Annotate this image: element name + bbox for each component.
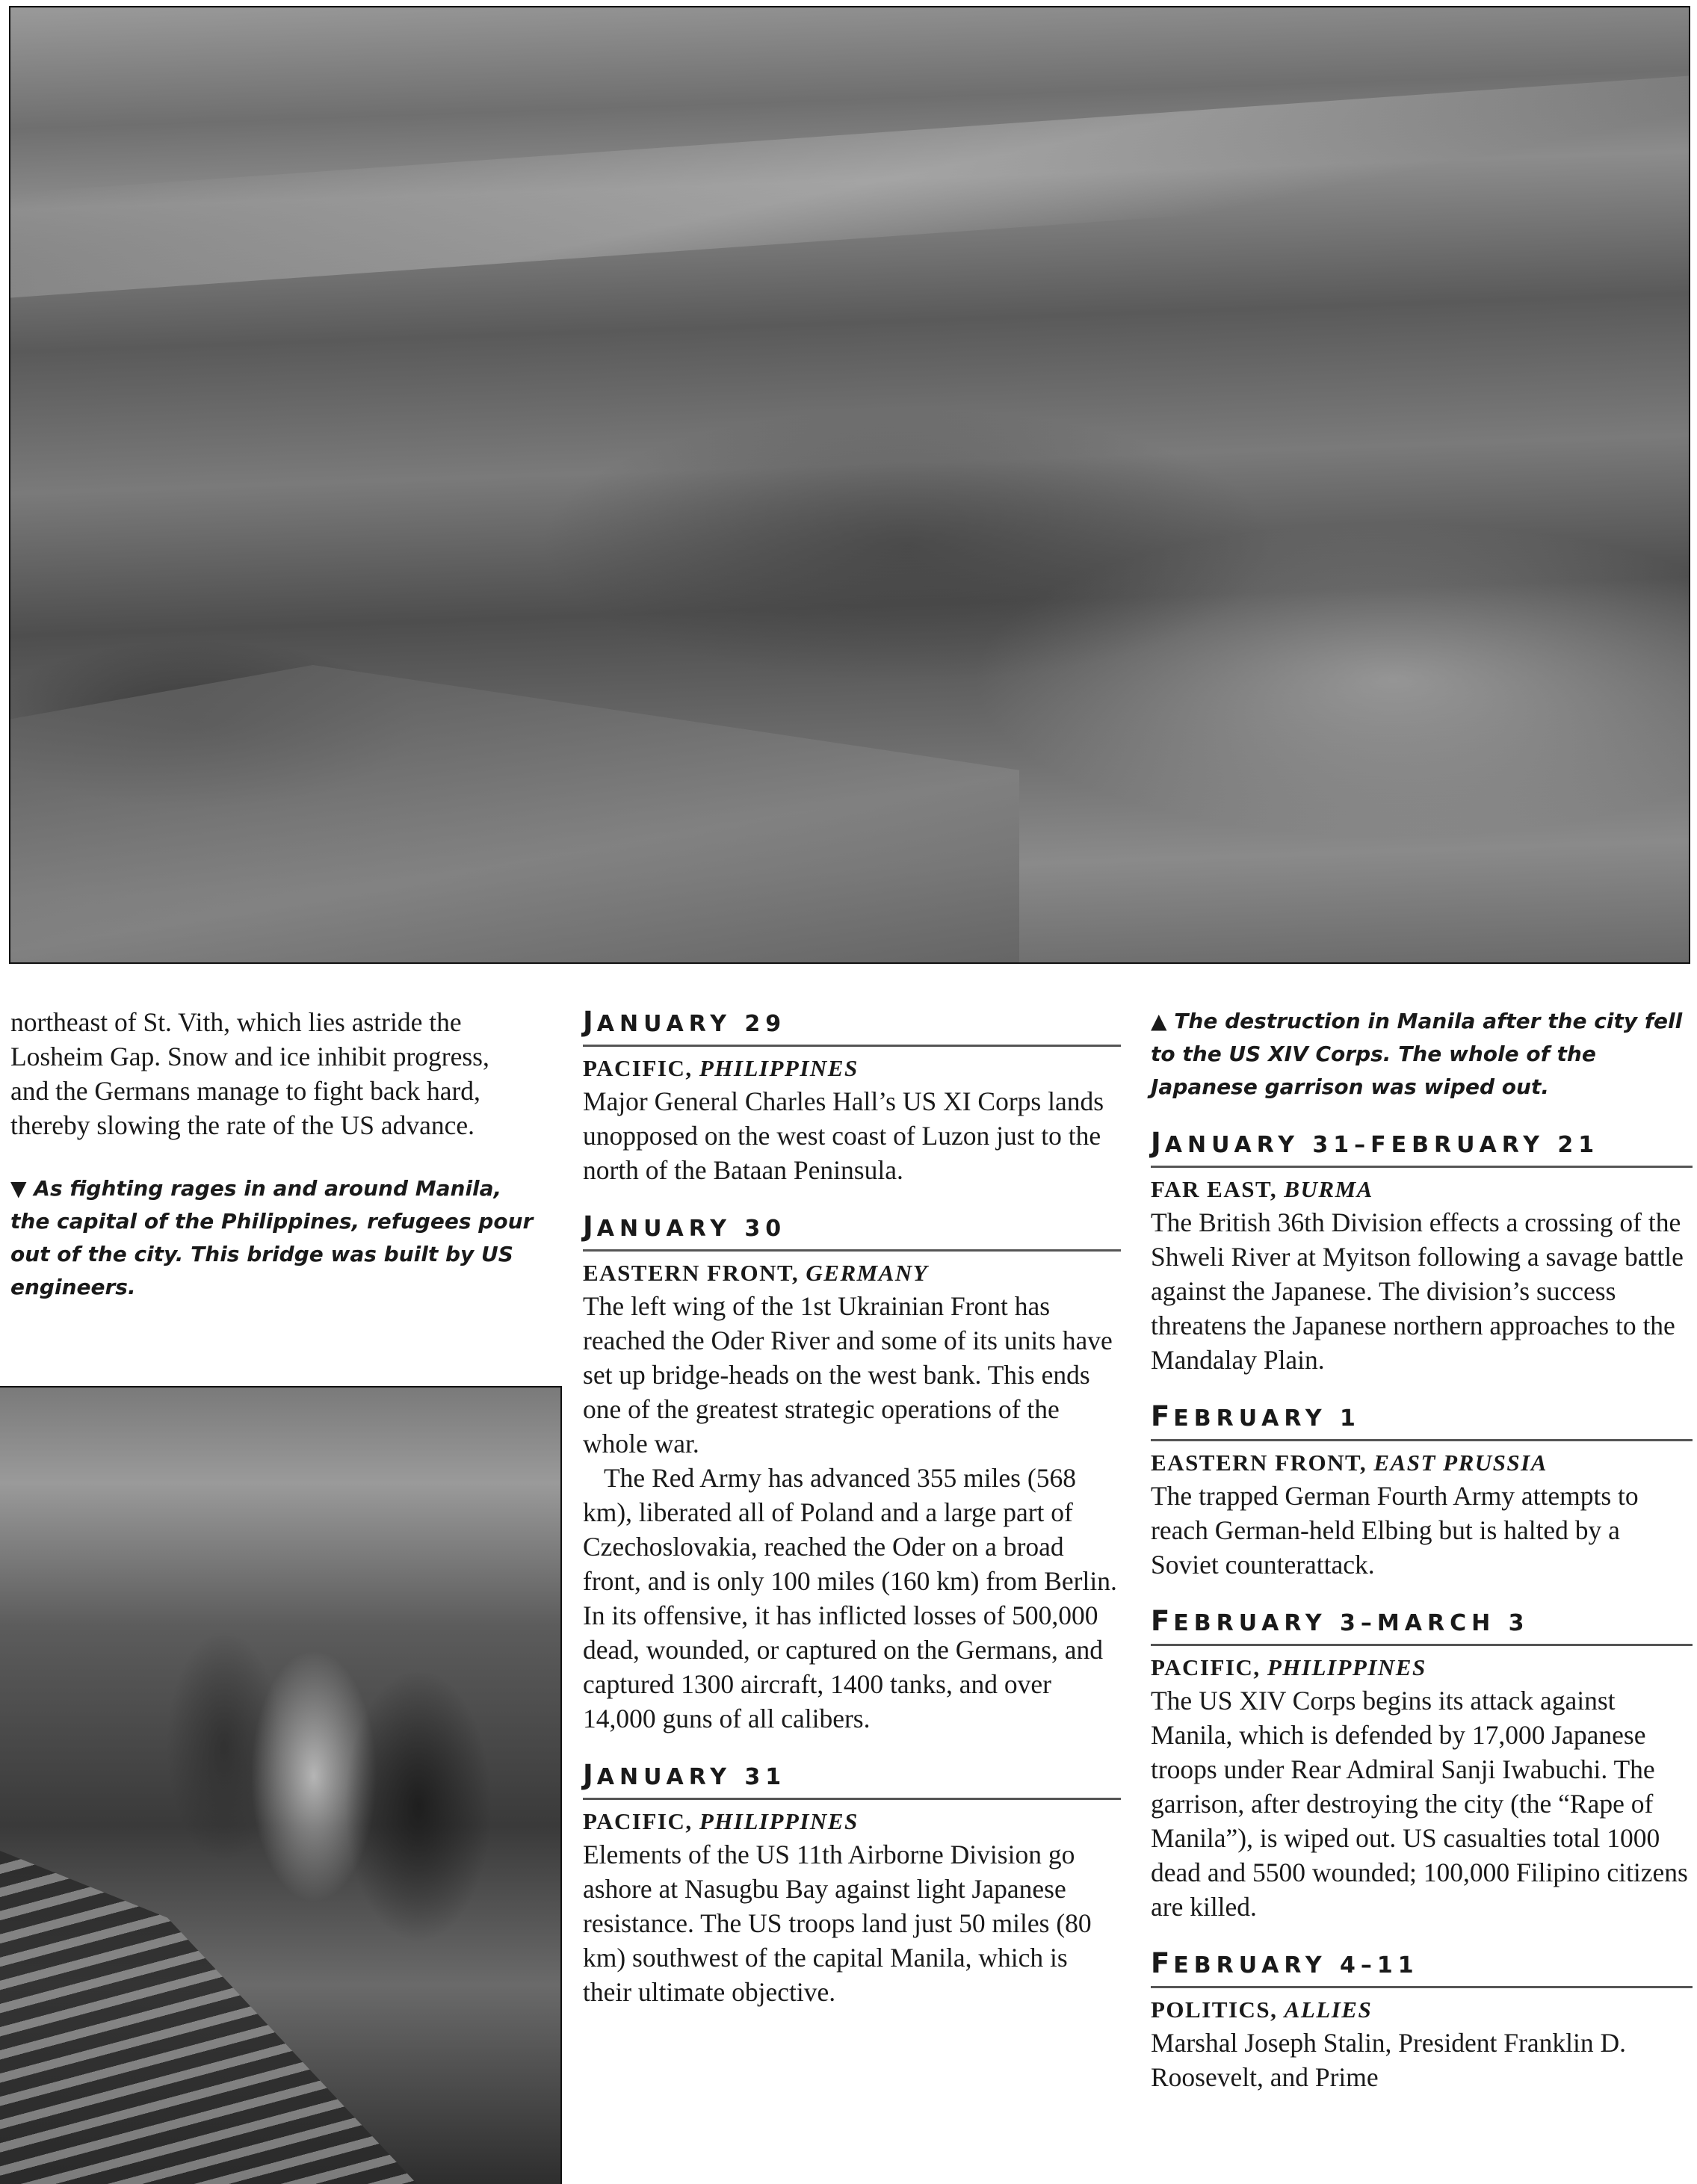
region-heading-jan29: PACIFIC, PHILIPPINES xyxy=(583,1055,859,1081)
region-heading-feb4-11: POLITICS, ALLIES xyxy=(1151,1996,1373,2023)
manila-ruins-aerial-photo xyxy=(9,6,1690,964)
manila-destruction-caption-text: The destruction in Manila after the city fell to the US XIV Corps. The whole of the Japanese garrison was wiped out. xyxy=(1151,1009,1683,1099)
refugees-caption xyxy=(10,1172,534,1304)
date-heading-feb4-11: FEBRUARY 4–11 xyxy=(1151,1946,1693,1988)
date-heading-feb3-mar3: FEBRUARY 3–MARCH 3 xyxy=(1151,1604,1693,1646)
open-field-shape xyxy=(10,665,1019,964)
entry-text-jan31: Elements of the US 11th Airborne Division go ashore at Nasugbu Bay against light Japanese resistance. The US troops land just 50 miles (80 km) southwest of the capital Manila, which is their ultimate objective. xyxy=(583,1840,1092,2007)
continued-paragraph: northeast of St. Vith, which lies astride the Losheim Gap. Snow and ice inhibit progress, and the Germans manage to fight back hard, thereby slowing the rate of the US advance. xyxy=(10,1007,489,1140)
bridge-planks-shape xyxy=(0,1851,418,2184)
right-column xyxy=(1151,1005,1693,2094)
left-column xyxy=(10,1005,534,1304)
region-heading-jan30: EASTERN FRONT, GERMANY xyxy=(583,1260,929,1286)
middle-column xyxy=(583,1005,1121,2009)
date-heading-jan31-feb21: JANUARY 31–FEBRUARY 21 xyxy=(1151,1126,1693,1168)
entry-text-feb1: The trapped German Fourth Army attempts to reach German-held Elbing but is halted by a Soviet counterattack. xyxy=(1151,1481,1639,1580)
refugees-bridge-photo xyxy=(0,1386,562,2184)
entry-text-jan31-feb21: The British 36th Division effects a crossing of the Shweli River at Myitson following a savage battle against the Japanese. The division’s success threatens the Japanese northern approaches to the Mandalay Plain. xyxy=(1151,1207,1684,1375)
caption-arrow-down-icon: ▼ xyxy=(10,1176,27,1201)
entry-text-jan29: Major General Charles Hall’s US XI Corps lands unopposed on the west coast of Luzon just to the north of the Bataan Peninsula. xyxy=(583,1086,1104,1185)
caption-arrow-up-icon: ▲ xyxy=(1151,1009,1167,1033)
date-heading-feb1: FEBRUARY 1 xyxy=(1151,1399,1693,1441)
region-heading-feb3-mar3: PACIFIC, PHILIPPINES xyxy=(1151,1654,1426,1680)
river-shape xyxy=(10,75,1689,297)
date-heading-jan29: JANUARY 29 xyxy=(583,1005,1121,1047)
region-heading-jan31: PACIFIC, PHILIPPINES xyxy=(583,1808,859,1834)
refugees-caption-text: As fighting rages in and around Manila, the capital of the Philippines, refugees pour out of the city. This bridge was built by US engineers. xyxy=(10,1176,534,1299)
date-heading-jan31: JANUARY 31 xyxy=(583,1758,1121,1800)
entry-text-jan30-1: The left wing of the 1st Ukrainian Front has reached the Oder River and some of its units have set up bridge-heads on the west bank. This ends one of the greatest strategic operations of the whole war. xyxy=(583,1291,1113,1458)
manila-destruction-caption xyxy=(1151,1005,1693,1104)
entry-text-jan30-2: The Red Army has advanced 355 miles (568 km), liberated all of Poland and a large part of Czechoslovakia, reached the Oder on a broad front, and is only 100 miles (160 km) from Berlin. In its offensive, it has inflicted losses of 500,000 dead, wounded, or captured on the Germans, and captured 1300 aircraft, 1400 tanks, and over 14,000 guns of all calibers. xyxy=(583,1463,1117,1733)
region-heading-jan31-feb21: FAR EAST, BURMA xyxy=(1151,1176,1373,1202)
entry-text-feb3-mar3: The US XIV Corps begins its attack against Manila, which is defended by 17,000 Japanese troops under Rear Admiral Sanji Iwabuchi. The garrison, after destroying the city (the “Rape of Manila”), is wiped out. US casualties total 1000 dead and 5500 wounded; 100,000 Filipino citizens are killed. xyxy=(1151,1686,1688,1922)
region-heading-feb1: EASTERN FRONT, EAST PRUSSIA xyxy=(1151,1450,1548,1476)
date-heading-jan30: JANUARY 30 xyxy=(583,1210,1121,1252)
entry-text-feb4-11: Marshal Joseph Stalin, President Franklin D. Roosevelt, and Prime xyxy=(1151,2028,1626,2092)
